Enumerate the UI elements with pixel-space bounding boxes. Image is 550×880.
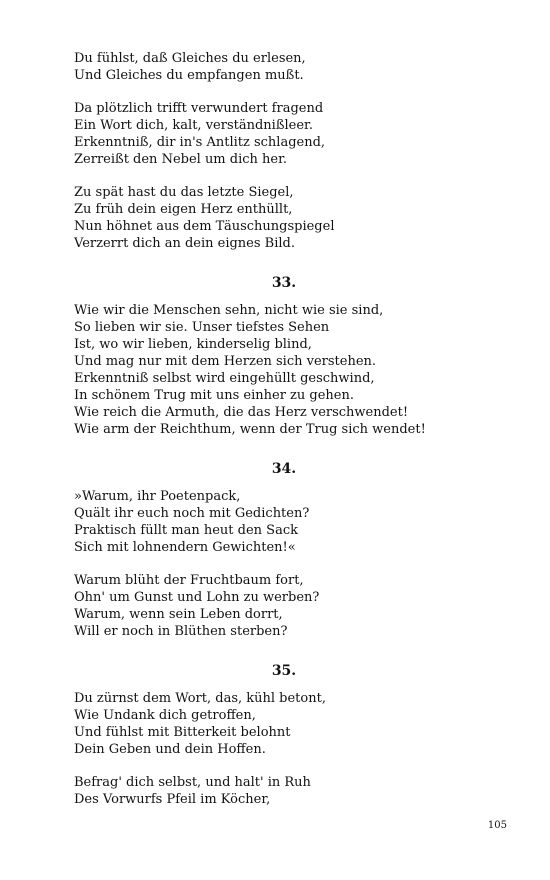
verse-line: In schönem Trug mit uns einher zu gehen. — [74, 388, 354, 403]
verse-line: Da plötzlich trifft verwundert fragend — [74, 101, 324, 116]
verse-line: Befrag' dich selbst, und halt' in Ruh — [74, 775, 311, 790]
verse-line: Warum blüht der Fruchtbaum fort, — [74, 573, 304, 588]
verse-line: Wie wir die Menschen sehn, nicht wie sie sind, — [74, 303, 384, 318]
verse-line: Zu spät hast du das letzte Siegel, — [74, 185, 294, 200]
verse-line: Verzerrt dich an dein eignes Bild. — [74, 236, 295, 251]
verse-line: Will er noch in Blüthen sterben? — [74, 624, 288, 639]
verse-line: Dein Geben und dein Hoffen. — [74, 742, 266, 757]
poem-continued — [74, 50, 494, 252]
verse-line: »Warum, ihr Poetenpack, — [74, 489, 241, 504]
verse-line: Sich mit lohnendern Gewichten!« — [74, 540, 296, 555]
verse-line: Des Vorwurfs Pfeil im Köcher, — [74, 792, 271, 807]
verse-line: Und Gleiches du empfangen mußt. — [74, 68, 304, 83]
verse-line: Erkenntniß, dir in's Antlitz schlagend, — [74, 135, 326, 150]
verse-line: Und mag nur mit dem Herzen sich verstehen. — [74, 354, 377, 369]
verse-line: Wie reich die Armuth, die das Herz verschwendet! — [74, 405, 409, 420]
poem-35 — [74, 662, 494, 808]
verse-line: Ein Wort dich, kalt, verständnißleer. — [74, 118, 313, 133]
verse-line: Zu früh dein eigen Herz enthüllt, — [74, 202, 293, 217]
verse-line: Erkenntniß selbst wird eingehüllt geschwind, — [74, 371, 375, 386]
poem-33 — [74, 274, 494, 438]
verse-line: Wie arm der Reichthum, wenn der Trug sich wendet! — [74, 422, 426, 437]
verse-line: Ohn' um Gunst und Lohn zu werben? — [74, 590, 320, 605]
stanza — [74, 488, 494, 556]
verse-line: Zerreißt den Nebel um dich her. — [74, 152, 288, 167]
stanza — [74, 50, 494, 84]
poem-number: 34. — [271, 461, 297, 477]
stanza — [74, 690, 494, 758]
verse-line: Praktisch füllt man heut den Sack — [74, 523, 298, 538]
poem-number: 35. — [271, 663, 297, 679]
verse-line: Nun höhnet aus dem Täuschungspiegel — [74, 219, 335, 234]
stanza — [74, 184, 494, 252]
stanza — [74, 100, 494, 168]
verse-line: Du fühlst, daß Gleiches du erlesen, — [74, 51, 306, 66]
verse-line: Warum, wenn sein Leben dorrt, — [74, 607, 283, 622]
page-content — [74, 50, 494, 824]
stanza — [74, 572, 494, 640]
stanza — [74, 774, 494, 808]
verse-line: Wie Undank dich getroffen, — [74, 708, 256, 723]
verse-line: Du zürnst dem Wort, das, kühl betont, — [74, 691, 326, 706]
poem-34 — [74, 460, 494, 640]
verse-line: Ist, wo wir lieben, kinderselig blind, — [74, 337, 312, 352]
verse-line: So lieben wir sie. Unser tiefstes Sehen — [74, 320, 330, 335]
verse-line: Quält ihr euch noch mit Gedichten? — [74, 506, 310, 521]
stanza — [74, 302, 494, 438]
poem-number: 33. — [271, 275, 297, 291]
verse-line: Und fühlst mit Bitterkeit belohnt — [74, 725, 291, 740]
page-number: 105 — [487, 820, 507, 831]
